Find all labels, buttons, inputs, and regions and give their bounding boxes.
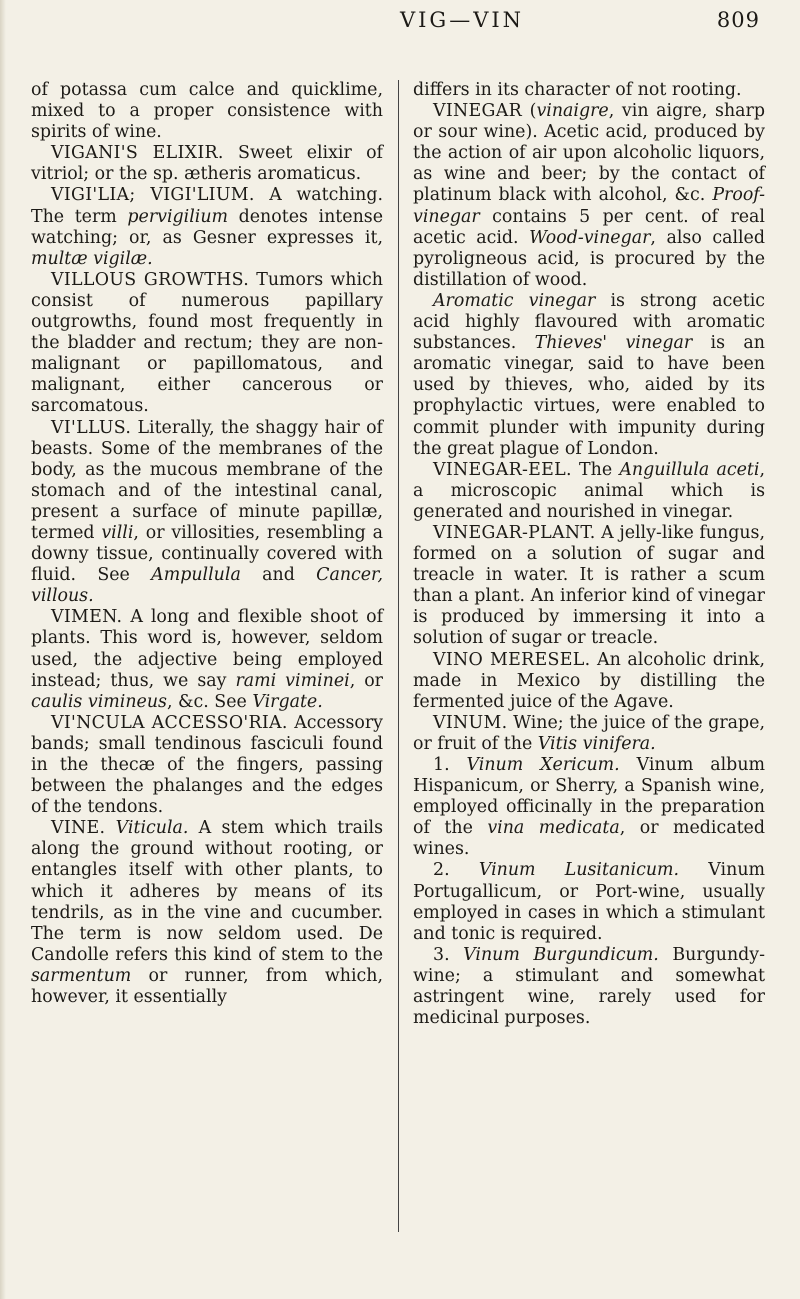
dictionary-entry: VILLOUS GROWTHS. Tumors which consist of numerous papillary outgrowths, found most frequently in the bladder and rectum; they are non-malignant or papillomatous, and malignant, either cancerous or sarcomatous. [31,269,383,417]
dictionary-entry: VINEGAR (vinaigre, vin aigre, sharp or sour wine). Acetic acid, produced by the action of air upon alcoholic liquors, as wine and beer; by the contact of platinum black with alcohol, &c. Proof-vinegar contains 5 per cent. of real acetic acid. Wood-vinegar, also called pyroligneous acid, is procured by the distillation of wood. [413,101,765,290]
page-number: 809 [716,8,760,32]
left-column [31,80,383,1008]
dictionary-entry: VI'LLUS. Literally, the shaggy hair of beasts. Some of the membranes of the body, as the mucous membrane of the stomach and of the intestinal canal, present a surface of minute papillæ, termed villi, or villosities, resembling a downy tissue, continually covered with fluid. See Ampullula and Cancer, villous. [31,417,383,607]
dictionary-entry: 2. Vinum Lusitanicum. Vinum Portugallicum, or Port-wine, usually employed in cases in which a stimulant and tonic is required. [413,860,766,944]
running-head-title: VIG—VIN [399,8,525,32]
dictionary-entry: VINO MERESEL. An alcoholic drink, made in Mexico by distilling the fermented juice of the Agave. [413,649,765,712]
dictionary-entry: of potassa cum calce and quicklime, mixed to a proper consistence with spirits of wine. [31,80,383,143]
dictionary-entry: VINUM. Wine; the juice of the grape, or fruit of the Vitis vinifera. [413,712,765,754]
dictionary-entry: VIGANI'S ELIXIR. Sweet elixir of vitriol; or the sp. ætheris aromaticus. [31,143,383,185]
dictionary-entry: VINE. Viticula. A stem which trails along the ground without rooting, or entangles itself with other plants, to which it adheres by means of its tendrils, as in the vine and cucumber. The term is now seldom used. De Candolle refers this kind of stem to the sarmentum or runner, from which, however, it essentially [31,818,383,1008]
dictionary-entry: Aromatic vinegar is strong acetic acid highly flavoured with aromatic substances. Thieves' vinegar is an aromatic vinegar, said to have been used by thieves, who, aided by its prophylactic virtues, were enabled to commit plunder with impunity during the great plague of London. [413,290,765,459]
dictionary-entry: 1. Vinum Xericum. Vinum album Hispanicum, or Sherry, a Spanish wine, employed officinally in the preparation of the vina medicata, or medicated wines. [413,755,766,860]
right-column [413,80,765,1029]
running-head [0,8,800,38]
dictionary-entry: 3. Vinum Burgundicum. Burgundy-wine; a stimulant and somewhat astringent wine, rarely used for medicinal purposes. [413,944,766,1029]
dictionary-entry: VIGI'LIA; VIGI'LIUM. A watching. The term pervigilium denotes intense watching; or, as Gesner expresses it, multæ vigilæ. [31,185,383,269]
dictionary-entry: VINEGAR-EEL. The Anguillula aceti, a microscopic animal which is generated and nourished in vinegar. [413,459,765,522]
dictionary-entry: VI'NCULA ACCESSO'RIA. Accessory bands; small tendinous fasciculi found in the thecæ of the fingers, passing between the phalanges and the edges of the tendons. [31,712,383,818]
dictionary-entry: VINEGAR-PLANT. A jelly-like fungus, formed on a solution of sugar and treacle in water. It is rather a scum than a plant. An inferior kind of vinegar is produced by immersing it into a solution of sugar or treacle. [413,522,765,649]
page-edge-shadow [0,0,6,1299]
dictionary-entry: differs in its character of not rooting. [413,80,742,100]
dictionary-entry: VIMEN. A long and flexible shoot of plants. This word is, however, seldom used, the adjective being employed instead; thus, we say rami viminei, or caulis vimineus, &c. See Virgate. [31,607,383,712]
column-divider [398,80,399,1232]
